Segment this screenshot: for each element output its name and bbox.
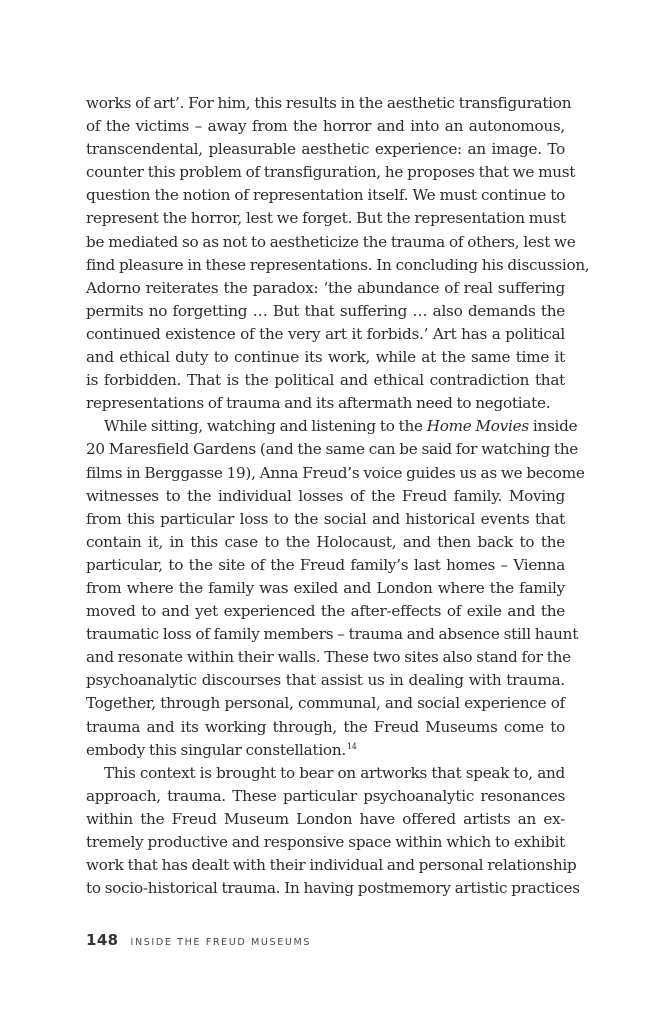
body-text [86,92,590,900]
text-line: contain it, in this case to the Holocaust, and then back to the [86,532,565,551]
text-line: be mediated so as not to aestheticize the trauma of others, lest we [86,232,576,251]
running-head: INSIDE THE FREUD MUSEUMS [130,937,312,948]
text-span: embody this singular constellation. [86,740,346,759]
text-line: works of art’. For him, this results in the aesthetic transfiguration [86,94,572,112]
text-line: and ethical duty to continue its work, while at the same time it [86,348,565,367]
text-line: approach, trauma. These particular psychoanalytic resonances [86,786,565,805]
film-title: Home Movies [426,417,529,436]
text-line [86,739,565,762]
text-line: trauma and its working through, the Freud Museums come to [86,717,565,736]
text-line: witnesses to the individual losses of the Freud family. Moving [86,486,565,505]
text-line: from this particular loss to the social and historical events that [86,509,565,528]
text-line: Together, through personal, communal, and social experience of [86,694,565,713]
text-line: transcendental, pleasurable aesthetic experience: an image. To [86,140,565,159]
text-line: continued existence of the very art it forbids.’ Art has a political [86,324,565,343]
text-line: of the victims – away from the horror and into an autonomous, [86,117,565,136]
text-line: counter this problem of transfiguration, he proposes that we must [86,163,576,182]
text-line: This context is brought to bear on artworks that speak to, and [104,763,565,782]
text-line: representations of trauma and its aftermath need to negotiate. [86,394,551,413]
text-line: permits no forgetting … But that suffering … also demands the [86,301,565,320]
text-line: and resonate within their walls. These two sites also stand for the [86,648,571,667]
text-line: represent the horror, lest we forget. But the representation must [86,209,566,228]
text-line: to socio-historical trauma. In having postmemory artistic practices [86,879,580,898]
text-line: particular, to the site of the Freud family’s last homes – Vienna [86,555,565,574]
text-line: question the notion of representation itself. We must continue to [86,186,565,205]
text-line: from where the family was exiled and London where the family [86,578,565,597]
text-line: is forbidden. That is the political and ethical contradiction that [86,371,565,390]
text-line: 20 Maresfield Gardens (and the same can be said for watching the [86,440,579,459]
text-line: moved to and yet experienced the after-effects of exile and the [86,602,565,621]
text-line: films in Berggasse 19), Anna Freud’s voice guides us as we become [86,463,585,482]
text-span: While sitting, watching and listening to the [104,417,427,436]
text-span: inside [528,417,578,436]
text-line: Adorno reiterates the paradox: ‘the abundance of real suffering [86,278,565,297]
page-number: 148 [86,931,119,949]
page-footer [86,931,311,951]
text-line [86,415,578,438]
footnote-reference[interactable]: 14 [346,741,357,751]
text-line: psychoanalytic discourses that assist us in dealing with trauma. [86,671,565,690]
text-line: work that has dealt with their individual and personal relationship [86,856,577,875]
text-line: tremely productive and responsive space within which to exhibit [86,833,565,851]
text-line: within the Freud Museum London have offered artists an ex- [86,809,565,828]
text-line: traumatic loss of family members – trauma and absence still haunt [86,625,579,644]
text-line: find pleasure in these representations. In concluding his discussion, [86,255,590,274]
